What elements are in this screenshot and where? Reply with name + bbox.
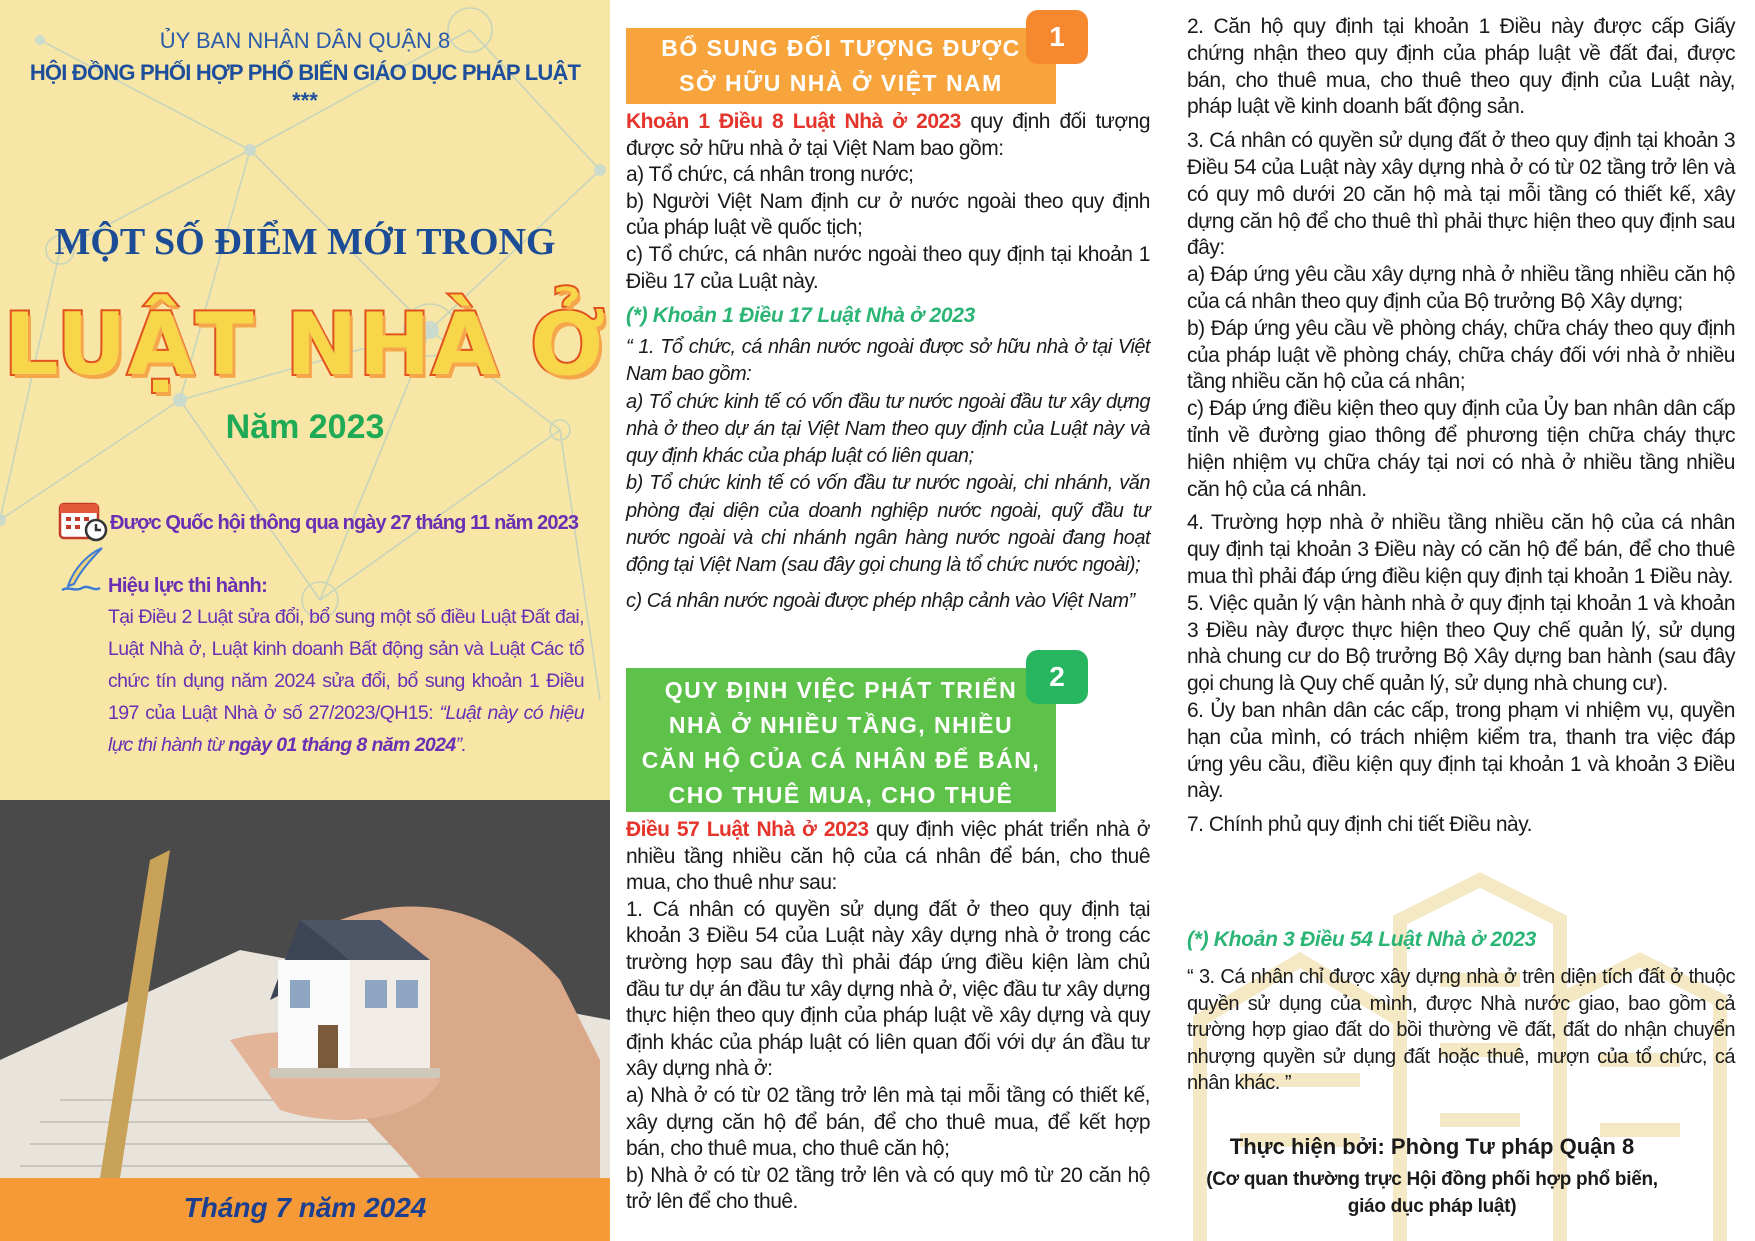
section2-number-badge: 2 xyxy=(1026,650,1088,704)
section1-quote-line: b) Tổ chức kinh tế có vốn đầu tư nước ngoài, chi nhánh, văn phòng đại diện của doanh nghiệp nước ngoài, quỹ đầu tư nước ngoài và chi nhánh ngân hàng nước ngoài đang hoạt động tại Việt Nam (sau đây gọi chung là tổ chức nước ngoài); xyxy=(626,472,1150,577)
divider-stars: *** xyxy=(292,88,318,113)
section2-clause: a) Đáp ứng yêu cầu xây dựng nhà ở nhiều tầng nhiều căn hộ của cá nhân theo quy định của Bộ trưởng Bộ Xây dựng; xyxy=(1187,263,1735,313)
credit-author: Thực hiện bởi: Phòng Tư pháp Quận 8 xyxy=(1229,1134,1635,1159)
section2-clause: 4. Trường hợp nhà ở nhiều tầng nhiều căn hộ của cá nhân quy định tại khoản 3 Điều này có căn hộ để bán, để cho thuê mua thì phải đáp ứng điều kiện quy định tại khoản 1 Điều này. xyxy=(1187,511,1735,588)
section1-banner xyxy=(626,28,1056,104)
effective-date: ngày 01 tháng 8 năm 2024 xyxy=(228,734,456,756)
section1-item-c: c) Tổ chức, cá nhân nước ngoài theo quy định tại khoản 1 Điều 17 của Luật này. xyxy=(626,242,1150,293)
section1-number-badge: 1 xyxy=(1026,10,1088,64)
cover-year: Năm 2023 xyxy=(225,408,385,446)
section2-banner-line: NHÀ Ở NHIỀU TẦNG, NHIỀU xyxy=(668,712,1014,738)
cover-panel xyxy=(0,0,610,1241)
issuing-committee: ỦY BAN NHÂN DÂN QUẬN 8 xyxy=(159,28,451,53)
cover-subtitle: MỘT SỐ ĐIỂM MỚI TRONG xyxy=(54,221,556,263)
section2-clause: b) Nhà ở có từ 02 tầng trở lên và có quy mô từ 20 căn hộ trở lên để cho thuê. xyxy=(626,1163,1150,1214)
section2-clause: 6. Ủy ban nhân dân các cấp, trong phạm vi nhiệm vụ, quyền hạn của mình, có trách nhiệm kiểm tra, thanh tra việc đáp ứng yêu cầu, điều kiện quy định tại khoản 1 và khoản 3 Điều này. xyxy=(1187,698,1735,803)
effective-quote-close: ”. xyxy=(455,734,467,756)
issue-date: Tháng 7 năm 2024 xyxy=(183,1192,427,1223)
section1-note-heading: (*) Khoản 1 Điều 17 Luật Nhà ở 2023 xyxy=(626,304,976,327)
section1-item-a: a) Tổ chức, cá nhân trong nước; xyxy=(626,163,914,187)
section2-clause: 5. Việc quản lý vận hành nhà ở quy định tại khoản 1 và khoản 3 Điều này được thực hiện theo Quy chế quản lý, sử dụng nhà chung cư do Bộ trưởng Bộ Xây dựng ban hành (sau đây gọi chung là Quy chế quản lý, sử dụng nhà chung cư). xyxy=(1187,591,1735,696)
section2-banner-line: CĂN HỘ CỦA CÁ NHÂN ĐỂ BÁN, xyxy=(641,747,1041,773)
section1-intro xyxy=(626,109,1150,162)
effective-body xyxy=(108,601,584,761)
section2-intro xyxy=(626,817,1150,897)
section1-banner-line1: BỔ SUNG ĐỐI TƯỢNG ĐƯỢC xyxy=(661,35,1021,61)
effective-text: Tại Điều 2 Luật sửa đổi, bổ sung một số điều Luật Đất đai, Luật Nhà ở, Luật kinh doanh Bất động sản và Luật Các tổ chức tín dụng năm 2024 sửa đổi, bổ sung khoản 1 Điều 197 của Luật Nhà ở số 27/2023/QH15: xyxy=(108,606,584,724)
effective-quote-open: “Luật này có hiệu lực thi hành từ xyxy=(108,702,584,756)
issuing-council: HỘI ĐỒNG PHỐI HỢP PHỔ BIẾN GIÁO DỤC PHÁP LUẬT xyxy=(29,60,581,85)
house-in-hands-photo xyxy=(0,800,610,1178)
section2-clause: 2. Căn hộ quy định tại khoản 1 Điều này được cấp Giấy chứng nhận theo quy định của pháp luật về đất đai, được bán, cho thuê mua, cho thuê theo quy định của Luật này, pháp luật về kinh doanh bất động sản. xyxy=(1187,15,1735,119)
section1-quote-line: c) Cá nhân nước ngoài được phép nhập cảnh vào Việt Nam” xyxy=(626,589,1135,612)
section2-banner-line: QUY ĐỊNH VIỆC PHÁT TRIỂN xyxy=(664,677,1018,703)
section1-quote-line: a) Tổ chức kinh tế có vốn đầu tư nước ngoài đầu tư xây dựng nhà ở theo dự án tại Việt Nam theo quy định của Luật này và quy định khác của pháp luật có liên quan; xyxy=(626,390,1150,468)
section2-note-heading: (*) Khoản 3 Điều 54 Luật Nhà ở 2023 xyxy=(1187,928,1537,951)
section2-clause: 1. Cá nhân có quyền sử dụng đất ở theo quy định tại khoản 3 Điều 54 của Luật này xây dựng nhà ở trong các trường hợp sau đây thì phải đáp ứng điều kiện làm chủ đầu tư dự án đầu tư xây dựng nhà ở, việc đầu tư xây dựng thực hiện theo quy định của pháp luật về xây dựng và quy định khác của pháp luật có liên quan đối với dự án đầu tư xây dựng nhà ở: xyxy=(626,897,1150,1081)
section1-item-b: b) Người Việt Nam định cư ở nước ngoài theo quy định của pháp luật về quốc tịch; xyxy=(626,189,1150,240)
section1-quote-line: “ 1. Tổ chức, cá nhân nước ngoài được sở hữu nhà ở tại Việt Nam bao gồm: xyxy=(626,336,1150,386)
quill-pen-icon xyxy=(58,546,106,600)
section2-body xyxy=(626,817,1150,1216)
section2-intro-text: quy định việc phát triển nhà ở nhiều tầng nhiều căn hộ của cá nhân để bán, cho thuê mua, cho thuê như sau: xyxy=(626,818,1151,895)
section2-clause: b) Đáp ứng yêu cầu về phòng cháy, chữa cháy theo quy định của pháp luật về phòng cháy, chữa cháy đối với nhà ở nhiều tầng nhiều căn hộ của cá nhân; xyxy=(1187,316,1735,394)
section1-body xyxy=(626,109,1150,295)
section1-reference: Khoản 1 Điều 8 Luật Nhà ở 2023 xyxy=(626,110,961,133)
section2-clause: a) Nhà ở có từ 02 tầng trở lên mà tại mỗi tầng có thiết kế, xây dựng căn hộ để bán, để cho thuê mua, để kết hợp bán, cho thuê mua, cho thuê căn hộ; xyxy=(626,1083,1150,1161)
credit-role: (Cơ quan thường trực Hội đồng phối hợp phổ biến, giáo dục pháp luật) xyxy=(1206,1169,1658,1217)
section2-clause: 3. Cá nhân có quyền sử dụng đất ở theo quy định tại khoản 3 Điều 54 của Luật này xây dựng nhà ở có từ 02 tầng trở lên và có quy mô dưới 20 căn hộ mà tại mỗi tầng có thiết kế, xây dựng căn hộ để cho thuê thì phải thực hiện theo quy định sau đây: xyxy=(1187,129,1735,260)
calendar-clock-icon xyxy=(58,498,108,542)
house-model-illustration xyxy=(0,800,610,1178)
section1-banner-line2: SỞ HỮU NHÀ Ở VIỆT NAM xyxy=(679,70,1003,96)
section2-reference: Điều 57 Luật Nhà ở 2023 xyxy=(626,818,869,841)
section2-continued xyxy=(1187,14,1735,839)
cover-title: LUẬT NHÀ Ở xyxy=(3,295,607,395)
section2-banner-line: CHO THUÊ MUA, CHO THUÊ xyxy=(668,782,1014,808)
section2-note-quote: “ 3. Cá nhân chỉ được xây dựng nhà ở trên diện tích đất ở thuộc quyền sử dụng của mình, được Nhà nước giao, bao gồm cả trường hợp giao đất do bồi thường về đất, đất do nhận chuyển nhượng quyền sử dụng đất hoặc thuê, mượn của tổ chức, cá nhân khác. ” xyxy=(1187,966,1735,1094)
section2-banner xyxy=(626,668,1056,812)
section2-clause: 7. Chính phủ quy định chi tiết Điều này. xyxy=(1187,813,1533,837)
section2-clause: c) Đáp ứng điều kiện theo quy định của Ủy ban nhân dân cấp tỉnh về đường giao thông để phương tiện chữa cháy thực hiện nhiệm vụ chữa cháy tại nơi có nhà ở nhiều tầng nhiều căn hộ của cá nhân. xyxy=(1187,397,1735,501)
effective-heading: Hiệu lực thi hành: xyxy=(108,575,268,597)
passed-date-note: Được Quốc hội thông qua ngày 27 tháng 11 năm 2023 xyxy=(110,512,579,534)
section1-quote xyxy=(626,334,1150,615)
section1-intro-text: quy định đối tượng được sở hữu nhà ở tại Việt Nam bao gồm: xyxy=(626,110,1150,160)
